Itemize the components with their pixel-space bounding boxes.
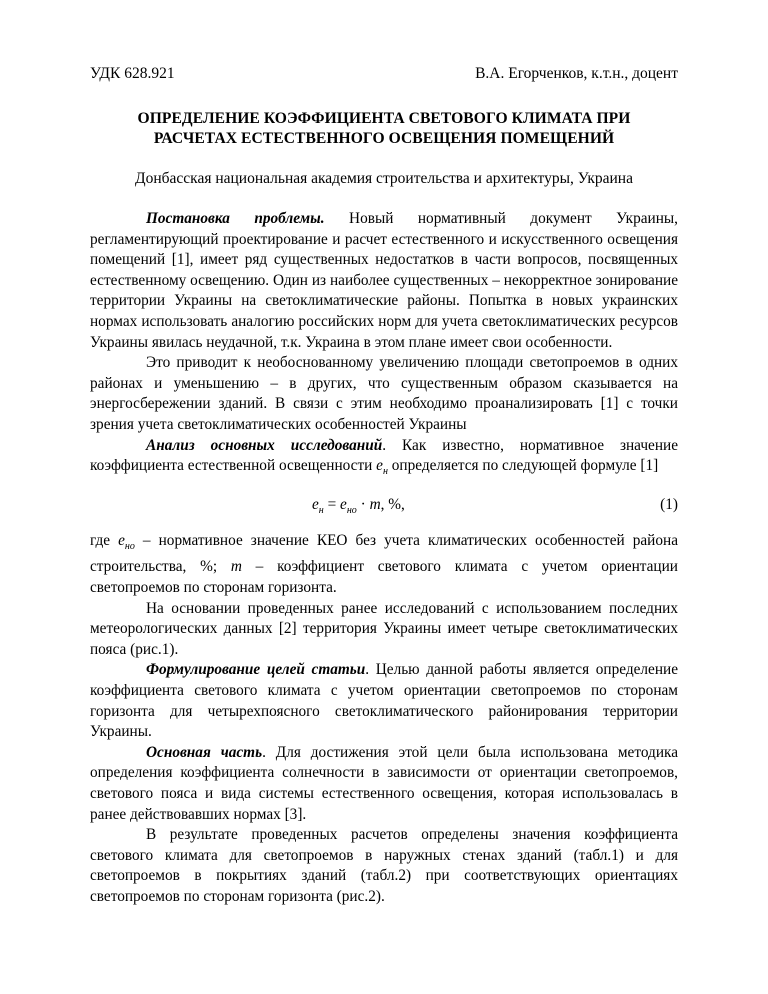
paragraph-results xyxy=(90,825,678,907)
lead-main: Основная часть xyxy=(146,743,263,761)
where-text-2: – коэффициент светового климата с учетом ориентации светопроемов по сторонам горизонта. xyxy=(90,558,678,596)
header-line xyxy=(90,64,678,84)
title-line-2: РАСЧЕТАХ ЕСТЕСТВЕННОГО ОСВЕЩЕНИЯ ПОМЕЩЕНИЙ xyxy=(153,130,615,147)
paragraph-consequence xyxy=(90,353,678,435)
paragraph-main xyxy=(90,743,678,825)
where-var-sub: но xyxy=(124,540,135,552)
paragraph-basis xyxy=(90,599,678,661)
where-var xyxy=(118,531,135,552)
formula-expression xyxy=(312,495,405,521)
formula-equals: = xyxy=(323,495,341,513)
lead-analysis: Анализ основных исследований xyxy=(146,436,383,454)
paragraph-problem xyxy=(90,209,678,353)
var-en-base: е xyxy=(376,457,383,475)
paper-title xyxy=(90,109,678,149)
formula-rhs-base: е xyxy=(340,495,347,513)
where-m: m xyxy=(230,558,242,576)
where-var-base: е xyxy=(118,531,125,549)
affiliation: Донбасская национальная академия строительства и архитектуры, Украина xyxy=(135,170,633,187)
text-consequence: Это приводит к необоснованному увеличению площади светопроемов в одних районах и уменьшению – в других, что существенным образом сказывается на энергосбережении зданий. В связи с этим необходимо проанализировать [1] с точки зрения учета светоклиматических особенностей Украины xyxy=(90,354,678,433)
var-en xyxy=(376,457,388,478)
lead-goals: Формулирование целей статьи xyxy=(146,661,366,679)
title-line-1: ОПРЕДЕЛЕНИЕ КОЭФФИЦИЕНТА СВЕТОВОГО КЛИМАТА ПРИ xyxy=(137,110,631,127)
paragraph-analysis xyxy=(90,436,678,483)
text-results: В результате проведенных расчетов определены значения коэффициента светового климата для светопроемов в наружных стенах зданий (табл.1) и для светопроемов в покрытиях зданий (табл.2) при соответствующих ориентациях светопроемов по сторонам горизонта (рис.2). xyxy=(90,826,678,905)
formula-m: m xyxy=(369,495,381,513)
text-problem: Новый нормативный документ Украины, регламентирующий проектирование и расчет естественного и искусственного освещения помещений [1], имеет ряд существенных недостатков в части вопросов, посвященных естественному освещению. Один из наиболее существенных – некорректное зонирование территории Украины на светоклиматические районы. Попытка в новых украинских нормах использовать аналогию российских норм для учета светоклиматических ресурсов Украины явилась неудачной, т.к. Украина в этом плане имеет свои особенности. xyxy=(90,210,678,351)
formula-lhs-sub: н xyxy=(318,504,324,516)
formula-number: (1) xyxy=(660,495,678,513)
text-analysis-2: определяется по следующей формуле [1] xyxy=(387,457,659,475)
formula-rhs xyxy=(340,495,357,516)
formula-1 xyxy=(90,491,678,519)
author-info: В.А. Егорченков, к.т.н., доцент xyxy=(475,65,678,82)
var-en-sub: н xyxy=(382,466,388,478)
text-main: . Для достижения этой цели была использована методика определения коэффициента солнечности в зависимости от ориентации светопроемов, светового пояса и вида системы естественного освещения, которая использовалась в ранее действовавших нормах [3]. xyxy=(90,743,678,823)
formula-rhs-sub: но xyxy=(346,504,357,516)
formula-dot: · xyxy=(356,495,370,513)
formula-tail: , %, xyxy=(380,495,405,513)
paragraph-where xyxy=(90,531,678,599)
paper-page xyxy=(90,60,678,908)
text-goals: . Целью данной работы является определение коэффициента светового климата с учетом ориентации светопроемов по сторонам горизонта для четырехпоясного светоклиматического районирования территории Украины. xyxy=(90,661,678,741)
text-analysis-1: . Как известно, нормативное значение коэффициента естественной освещенности xyxy=(90,436,679,475)
formula-lhs xyxy=(312,495,324,516)
paper-body xyxy=(90,209,678,908)
formula-lhs-base: е xyxy=(312,495,319,513)
text-basis: На основании проведенных ранее исследований с использованием последних метеорологических данных [2] территория Украины имеет четыре светоклиматических пояса (рис.1). xyxy=(90,599,678,658)
where-start: где xyxy=(90,531,119,549)
where-text-1: – нормативное значение КЕО без учета климатических особенностей района строительства, %; xyxy=(90,531,678,576)
udk-code: УДК 628.921 xyxy=(90,65,175,82)
paragraph-goals xyxy=(90,660,678,742)
lead-problem: Постановка проблемы. xyxy=(146,210,325,227)
